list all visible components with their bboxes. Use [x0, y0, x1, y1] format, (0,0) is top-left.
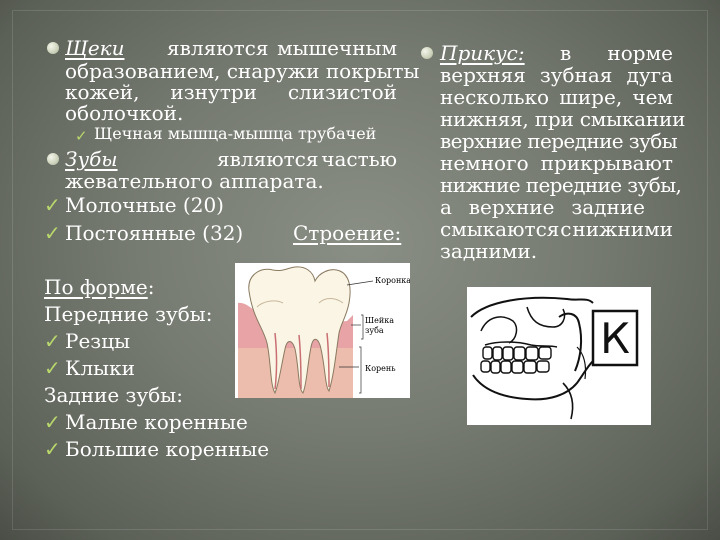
- cheeks-line-2: образованием, снаружи покрыты: [65, 59, 420, 83]
- bite-line-8: [440, 196, 645, 219]
- checkmark-icon: ✓: [75, 127, 88, 145]
- front-teeth-heading: Передние зубы:: [44, 302, 213, 326]
- word: нижними: [572, 217, 673, 241]
- large-molars-text: Большие коренные: [65, 437, 270, 461]
- bite-line-1: [440, 42, 673, 65]
- bite-line-6: [440, 152, 673, 175]
- colon: :: [147, 275, 155, 299]
- word: задние: [571, 195, 645, 219]
- word: шире,: [559, 85, 623, 109]
- skull-bite-image: [467, 287, 651, 425]
- bullet-dot-icon: [47, 153, 59, 165]
- bite-term: Прикус:: [440, 41, 525, 65]
- bite-line-7: нижние передние зубы,: [440, 173, 682, 197]
- word: изнутри: [170, 80, 257, 104]
- checkmark-icon: ✓: [44, 329, 61, 353]
- bite-line-3: [440, 86, 673, 109]
- root-label: Корень: [365, 364, 396, 373]
- word: смыкаются: [440, 217, 560, 241]
- bullet-dot-icon: [421, 47, 433, 59]
- word: слизистой: [287, 80, 397, 104]
- permanent-teeth-text: Постоянные (32): [65, 221, 244, 245]
- bite-line-10: задними.: [440, 239, 538, 263]
- skull-letter: К: [600, 314, 630, 363]
- teeth-line-2: жевательного аппарата.: [65, 169, 324, 193]
- bite-line-9: [440, 218, 673, 241]
- by-shape-label: По форме: [44, 275, 148, 299]
- canines-text: Клыки: [65, 356, 135, 380]
- checkmark-icon: ✓: [44, 193, 61, 217]
- back-teeth-heading: Задние зубы:: [44, 383, 183, 407]
- checkmark-icon: ✓: [44, 410, 61, 434]
- word: а: [440, 195, 452, 219]
- neck-label-line2: зуба: [365, 326, 384, 335]
- word: немного: [440, 151, 529, 175]
- cheeks-line-4: оболочкой.: [65, 101, 184, 125]
- skull-diagram: [467, 287, 651, 425]
- word: мышечным: [277, 36, 397, 60]
- bullet-dot-icon: [47, 42, 59, 54]
- structure-link[interactable]: Строение:: [293, 221, 402, 245]
- word: кожей,: [65, 80, 140, 104]
- word: дуга: [626, 63, 673, 87]
- teeth-term: Зубы: [65, 147, 118, 171]
- word: верхние: [468, 195, 555, 219]
- cheeks-term: Щеки: [65, 36, 125, 60]
- word: чем: [632, 85, 673, 109]
- checkmark-icon: ✓: [44, 221, 61, 245]
- checkmark-icon: ✓: [44, 356, 61, 380]
- word: верхняя: [440, 63, 526, 87]
- word: частью: [321, 147, 397, 171]
- bite-line-2: [440, 64, 673, 87]
- neck-label-line1: Шейка: [365, 316, 394, 325]
- word: зубная: [539, 63, 613, 87]
- word: норме: [607, 41, 673, 65]
- milk-teeth-text: Молочные (20): [65, 193, 224, 217]
- word: прикрывают: [540, 151, 673, 175]
- bite-line-4: нижняя, при смыкании: [440, 107, 686, 131]
- small-molars-text: Малые коренные: [65, 410, 248, 434]
- word: являются: [167, 36, 269, 60]
- incisors-text: Резцы: [65, 329, 130, 353]
- teeth-line-1: [65, 148, 397, 171]
- tooth-diagram: [235, 263, 410, 398]
- word: с: [560, 217, 572, 241]
- bite-line-5: верхние передние зубы: [440, 129, 678, 153]
- word: в: [560, 41, 572, 65]
- cheeks-line-1: [65, 37, 397, 60]
- crown-label: Коронка: [375, 276, 410, 285]
- word: несколько: [440, 85, 550, 109]
- by-shape-heading: [44, 276, 154, 299]
- buccal-muscle-text: Щечная мышца-мышца трубачей: [94, 124, 377, 143]
- word: являются: [217, 147, 319, 171]
- checkmark-icon: ✓: [44, 437, 61, 461]
- tooth-structure-image: [235, 263, 410, 398]
